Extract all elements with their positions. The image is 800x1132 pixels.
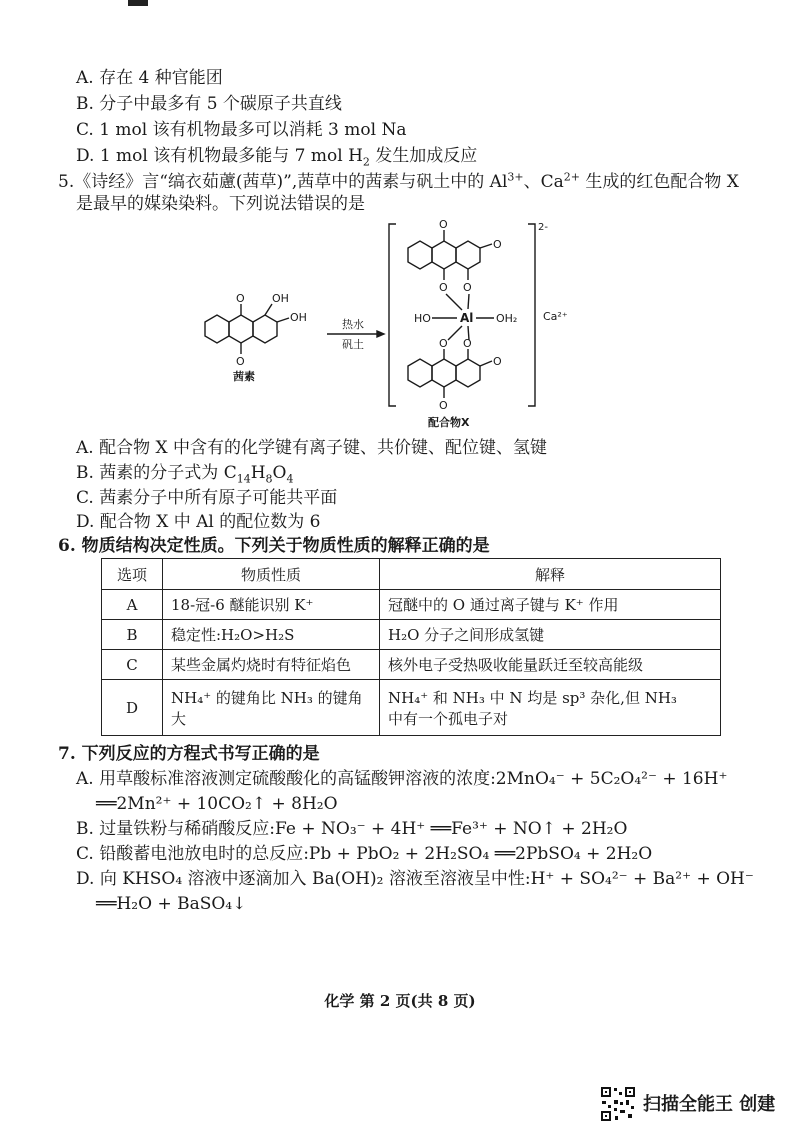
- table-row: C 某些金属灼烧时有特征焰色 核外电子受热吸收能量跃迁至较高能级: [102, 650, 721, 680]
- q5-stem-line1: 5.《诗经》言“缟衣茹藘(茜草)”,茜草中的茜素与矾土中的 $Al^{3+}$、$Ca^{2+}$ 生成的红色配合物 X: [58, 170, 739, 192]
- svg-text:O: O: [439, 281, 448, 294]
- q7-stem: 7. 下列反应的方程式书写正确的是: [58, 744, 320, 764]
- counter-ion: Ca²⁺: [543, 310, 568, 323]
- q7-option-a-line1: A. 用草酸标准溶液测定硫酸酸化的高锰酸钾溶液的浓度:2MnO₄⁻ + 5C₂O₄²⁻ + 16H⁺: [76, 769, 728, 789]
- q4-option-b: B. 分子中最多有 5 个碳原子共直线: [76, 94, 342, 114]
- complex-lower-ligand: [408, 337, 502, 412]
- svg-text:OH₂: OH₂: [496, 312, 518, 325]
- q5-option-c: C. 茜素分子中所有原子可能共平面: [76, 488, 338, 508]
- q6-table: [101, 558, 721, 736]
- arrow-condition-bottom: 矾土: [342, 338, 364, 351]
- svg-text:O: O: [439, 218, 448, 231]
- complex-label: 配合物X: [428, 416, 470, 429]
- q5-option-b: B. 茜素的分子式为 $C_{14}H_8O_4$: [76, 463, 294, 486]
- q5-stem-line2: 是最早的媒染染料。下列说法错误的是: [76, 194, 365, 214]
- svg-text:O: O: [463, 281, 472, 294]
- alizarin-oh-1: OH: [272, 292, 289, 305]
- arrow-condition-top: 热水: [342, 318, 364, 331]
- header-explanation: 解释: [380, 559, 721, 590]
- q4-option-a: A. 存在 4 种官能团: [76, 68, 223, 88]
- svg-text:O: O: [439, 337, 448, 350]
- svg-text:Al: Al: [460, 311, 474, 325]
- qr-code-icon: [600, 1086, 636, 1122]
- complex-charge: 2-: [538, 222, 548, 233]
- complex-upper-ligand: [408, 218, 502, 294]
- table-header-row: [102, 559, 721, 590]
- alizarin-complex-figure: [0, 216, 800, 436]
- alizarin-o-bottom: O: [236, 355, 245, 368]
- alizarin-oh-2: OH: [290, 311, 307, 324]
- svg-text:O: O: [493, 238, 502, 251]
- alizarin-label: 茜素: [233, 370, 255, 383]
- alizarin-o-top: O: [236, 292, 245, 305]
- table-row: A 18-冠-6 醚能识别 K⁺ 冠醚中的 O 通过离子键与 K⁺ 作用: [102, 590, 721, 620]
- table-row: B 稳定性:H₂O>H₂S H₂O 分子之间形成氢键: [102, 620, 721, 650]
- q7-option-a-line2: ══2Mn²⁺ + 10CO₂↑ + 8H₂O: [96, 794, 338, 814]
- al-center: [414, 294, 517, 340]
- svg-text:HO: HO: [414, 312, 431, 325]
- header-property: 物质性质: [163, 559, 380, 590]
- q4-option-c: C. 1 mol 该有机物最多可以消耗 3 mol Na: [76, 120, 407, 140]
- q7-option-d-line1: D. 向 KHSO₄ 溶液中逐滴加入 Ba(OH)₂ 溶液至溶液呈中性:H⁺ + SO₄²⁻ + Ba²⁺ + OH⁻: [76, 869, 754, 889]
- svg-text:O: O: [439, 399, 448, 412]
- watermark-text: 扫描全能王 创建: [643, 1094, 776, 1115]
- q7-option-c: C. 铅酸蓄电池放电时的总反应:Pb + PbO₂ + 2H₂SO₄ ══2PbSO₄ + 2H₂O: [76, 844, 653, 864]
- q5-option-d: D. 配合物 X 中 Al 的配位数为 6: [76, 512, 321, 532]
- q5-option-a: A. 配合物 X 中含有的化学键有离子键、共价键、配位键、氢键: [76, 438, 547, 458]
- alizarin-structure: [205, 292, 307, 383]
- header-option: 选项: [102, 559, 163, 590]
- table-row: D NH₄⁺ 的键角比 NH₃ 的键角大 NH₄⁺ 和 NH₃ 中 N 均是 sp³ 杂化,但 NH₃ 中有一个孤电子对: [102, 680, 721, 736]
- scan-mark: [128, 0, 148, 6]
- q7-option-b: B. 过量铁粉与稀硝酸反应:Fe + NO₃⁻ + 4H⁺ ══Fe³⁺ + NO↑ + 2H₂O: [76, 819, 628, 839]
- q6-stem: 6. 物质结构决定性质。下列关于物质性质的解释正确的是: [58, 536, 490, 556]
- reaction-arrow: [327, 317, 384, 351]
- svg-text:O: O: [463, 337, 472, 350]
- page-footer: 化学 第 2 页(共 8 页): [324, 992, 476, 1010]
- svg-text:O: O: [493, 355, 502, 368]
- q7-option-d-line2: ══H₂O + BaSO₄↓: [96, 894, 247, 914]
- q4-option-d: D. 1 mol 该有机物最多能与 7 mol $H_2$ 发生加成反应: [76, 146, 478, 169]
